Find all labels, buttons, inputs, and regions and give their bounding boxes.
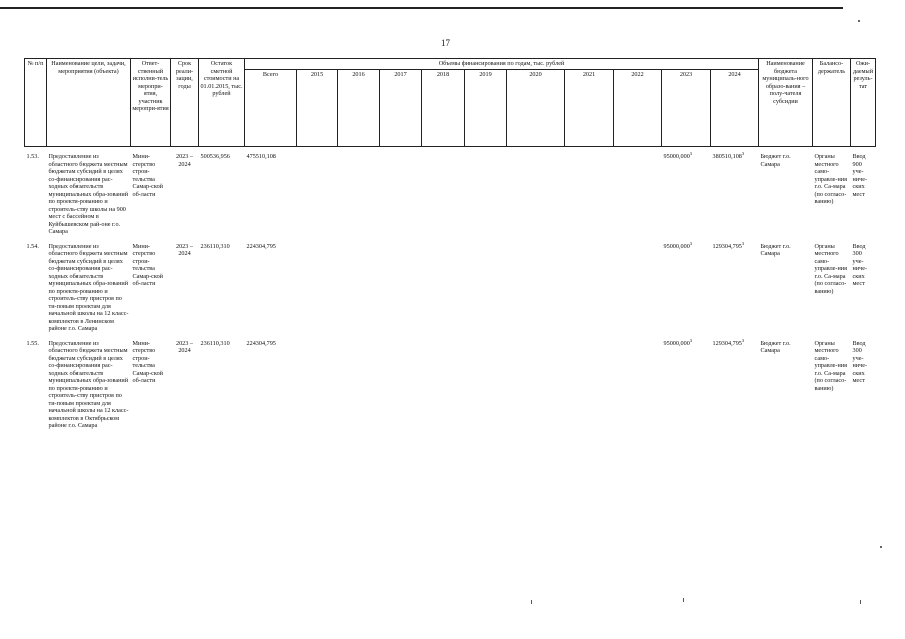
header-year: 2023: [662, 70, 711, 147]
table-row: [25, 334, 876, 431]
footnote-mark: 3: [741, 150, 745, 156]
header-remainder: Остаток сметной стоимости на 01.01.2015, тыс. рублей: [199, 59, 245, 147]
footnote-mark: 3: [689, 337, 693, 343]
row-number: 1.55.: [26, 339, 39, 347]
row-total: 224304,795: [246, 242, 276, 250]
row-holder: Органы местного само-управле-ния г.о. Са-мара (по согласо-ванию): [814, 153, 847, 205]
header-year: 2021: [565, 70, 614, 147]
footnote-mark: 3: [689, 240, 693, 246]
header-num: № п/п: [25, 59, 47, 147]
header-year: 2024: [711, 70, 759, 147]
row-budget: Бюджет г.о. Самара: [760, 153, 791, 168]
row-result: Ввод 900 уче-ниче-ских мест: [852, 153, 868, 198]
row-budget: Бюджет г.о. Самара: [760, 242, 791, 257]
row-2024: [711, 147, 759, 237]
row-number: 1.53.: [26, 153, 39, 160]
row-total: 224304,795: [246, 339, 276, 347]
scan-speck: [683, 598, 684, 602]
row-name: Предоставление из областного бюджета местным бюджетам субсидий в целях со-финансирования рас-ходных обязательств муниципальных обра-зований по проекти-рованию и строитель-ству пристроя по ти-повым проектам для начальной школы на 12 класс-комплектов в Ленинском районе г.о. Самара: [48, 242, 129, 332]
scan-speck: [858, 20, 860, 22]
funding-table: [24, 58, 876, 431]
footnote-mark: 3: [689, 150, 693, 156]
row-term: 2023 – 2024: [175, 339, 193, 354]
header-holder: Балансо-держатель: [813, 59, 851, 147]
header-total: Всего: [245, 70, 297, 147]
header-year: 2016: [338, 70, 380, 147]
value-2024: 380510,108: [712, 153, 742, 160]
scan-speck: [880, 546, 882, 548]
row-term: 2023 – 2024: [175, 153, 193, 168]
row-term: 2023 – 2024: [175, 242, 193, 257]
row-name: Предоставление из областного бюджета местным бюджетам субсидий в целях со-финансирования рас-ходных обязательств муниципальных обра-зований по проекти-рованию и строитель-ству пристроя по ти-повым проектам для начальной школы на 12 класс-комплектов в Октябрьском районе г.о. Самара: [48, 339, 129, 429]
value-2023: 95000,000: [663, 153, 690, 160]
footnote-mark: 3: [741, 337, 745, 343]
row-budget: Бюджет г.о. Самара: [760, 339, 791, 354]
top-rule: [0, 7, 843, 9]
row-holder: Органы местного само-управле-ния г.о. Са-мара (по согласо-ванию): [814, 242, 847, 295]
header-executor: Ответ-ственный исполни-тель меропри-ятия, участник меропри-ятия: [131, 59, 171, 147]
scan-speck: [531, 600, 532, 604]
header-term: Срок реали-зации, годы: [171, 59, 199, 147]
row-executor: Мини-стерство строи-тельства Самар-ской об-ласти: [132, 339, 163, 384]
row-2024: [711, 334, 759, 431]
row-remainder: 500536,956: [200, 153, 230, 160]
header-year: 2020: [507, 70, 565, 147]
scan-speck: [860, 600, 861, 604]
value-2024: 129304,795: [712, 242, 742, 250]
table-body: [25, 147, 876, 431]
value-2023: 95000,000: [663, 242, 690, 250]
value-2024: 129304,795: [712, 339, 742, 347]
row-2023: [662, 237, 711, 334]
row-result: Ввод 300 уче-ниче-ских мест: [852, 242, 868, 287]
table-row: [25, 237, 876, 334]
row-name: Предоставление из областного бюджета местным бюджетам субсидий в целях со-финансирования рас-ходных обязательств муниципальных обра-зований по проекти-рованию и строитель-ству школы на 900 мест с бассейном в Куйбышевском рай-оне г.о. Самара: [48, 153, 129, 235]
footnote-mark: 3: [741, 240, 745, 246]
header-name: Наименование цели, задачи, мероприятия (объекта): [47, 59, 131, 147]
page-number: 17: [441, 38, 450, 48]
header-funding-group: Объемы финансирования по годам, тыс. рублей: [245, 59, 759, 70]
row-number: 1.54.: [26, 242, 39, 250]
header-result: Ожи-даемый резуль-тат: [851, 59, 876, 147]
row-result: Ввод 300 уче-ниче-ских мест: [852, 339, 868, 384]
row-2023: [662, 147, 711, 237]
header-year: 2018: [422, 70, 465, 147]
table-header: [25, 59, 876, 147]
row-executor: Мини-стерство строи-тельства Самар-ской об-ласти: [132, 242, 163, 287]
header-year: 2019: [465, 70, 507, 147]
row-remainder: 236110,310: [200, 242, 230, 250]
header-year: 2022: [614, 70, 662, 147]
row-executor: Мини-стерство строи-тельства Самар-ской об-ласти: [132, 153, 163, 198]
row-total: 475510,108: [246, 153, 276, 160]
header-year: 2017: [380, 70, 422, 147]
header-budget: Наименование бюджета муниципаль-ного образо-вания – полу-чателя субсидии: [759, 59, 813, 147]
value-2023: 95000,000: [663, 339, 690, 347]
row-holder: Органы местного само-управле-ния г.о. Са-мара (по согласо-ванию): [814, 339, 847, 392]
row-remainder: 236110,310: [200, 339, 230, 347]
row-2023: [662, 334, 711, 431]
row-2024: [711, 237, 759, 334]
header-year: 2015: [297, 70, 338, 147]
table-row: [25, 147, 876, 237]
